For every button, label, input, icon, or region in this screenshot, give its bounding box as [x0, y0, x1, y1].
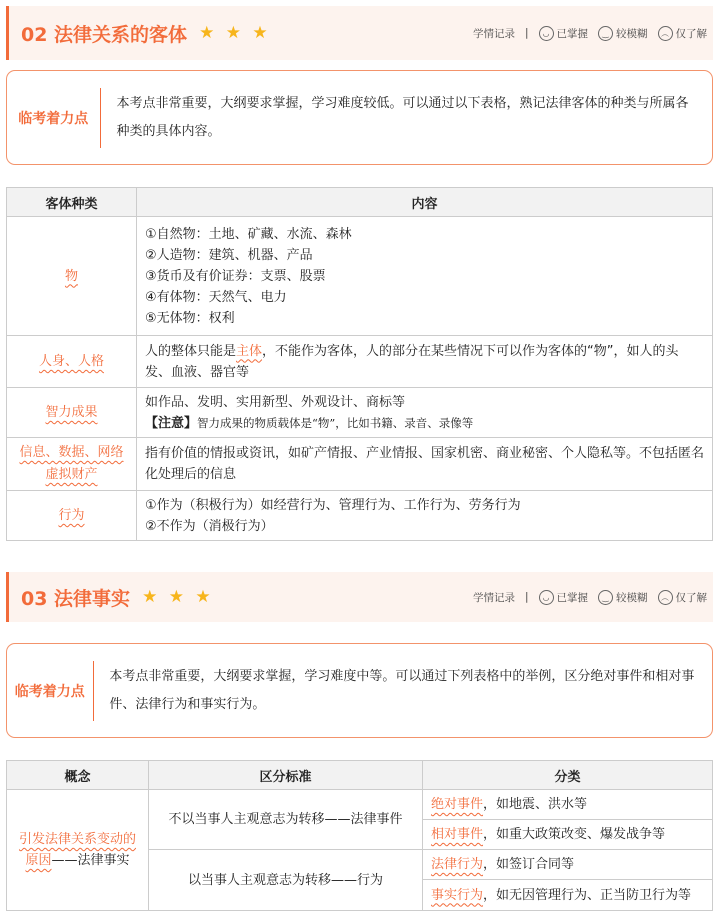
note-text: 智力成果的物质载体是“物”，比如书籍、录音、录像等: [197, 415, 474, 430]
content-line: ①自然物：土地、矿藏、水流、森林: [145, 226, 352, 242]
type-label: 虚拟财产: [45, 467, 98, 482]
content-line: ④有体物：天然气、电力: [145, 289, 287, 305]
smile-face-icon: ◡: [539, 590, 554, 605]
table-row: [7, 491, 713, 541]
table-row: [7, 336, 713, 388]
record-label: 学情记录: [472, 591, 515, 604]
content-line: ②人造物：建筑、机器、产品: [145, 247, 313, 263]
content-line: ②不作为（消极行为）: [145, 518, 274, 534]
category-key: 绝对事件: [431, 797, 484, 812]
mastered-label: 已掌握: [556, 591, 588, 604]
type-label: 物: [64, 268, 78, 284]
category-key: 法律行为: [431, 857, 484, 872]
table-row: [7, 790, 713, 820]
category-example: ，如无因管理行为、正当防卫行为等: [483, 887, 692, 903]
section-title: 03 法律事实: [21, 587, 131, 610]
content-text: 指有价值的情报或资讯，如矿产情报、产业情报、国家机密、商业秘密、个人隐私等。不包括匿名化处理后的信息: [137, 438, 713, 491]
star-rating-icon: ★ ★ ★: [199, 23, 271, 43]
concept-highlight: 原因: [25, 853, 52, 868]
concept-text: ——法律事实: [51, 853, 130, 868]
table-row: [7, 388, 713, 438]
type-label: 智力成果: [45, 405, 98, 420]
content-text: 人的整体只能是: [145, 343, 237, 359]
section-title: 02 法律关系的客体: [21, 23, 188, 46]
header-category: 分类: [423, 761, 713, 790]
vague-label: 较模糊: [616, 27, 648, 40]
vague-button[interactable]: [598, 26, 648, 41]
type-label: 人身、人格: [38, 354, 104, 369]
standard-text: 以当事人主观意志为转移——行为: [149, 850, 423, 911]
focus-label: 临考着力点: [14, 683, 85, 700]
study-status: [473, 590, 713, 605]
content-line: ③货币及有价证券：支票、股票: [145, 268, 326, 284]
record-label: 学情记录: [472, 27, 515, 40]
focus-text: 本考点非常重要，大纲要求掌握，学习难度较低。可以通过以下表格，熟记法律客体的种类与所属各种类的具体内容。: [116, 95, 689, 139]
section-header-03: [6, 572, 713, 622]
mastered-button[interactable]: [539, 590, 589, 605]
type-label: 信息、数据、网络: [19, 445, 124, 460]
content-line: ①作为（积极行为）如经营行为、管理行为、工作行为、劳务行为: [145, 497, 521, 513]
table-row: [7, 217, 713, 336]
study-status: [473, 26, 713, 41]
understood-label: 仅了解: [675, 27, 707, 40]
highlight-text: 主体: [236, 343, 263, 359]
separator: |: [524, 27, 529, 39]
header-content: 内容: [137, 188, 713, 217]
table-row: [7, 438, 713, 491]
concept-highlight: 引发法律关系变动的: [18, 832, 136, 847]
understood-label: 仅了解: [675, 591, 707, 604]
understood-button[interactable]: [658, 590, 708, 605]
vague-button[interactable]: [598, 590, 648, 605]
section-header-02: [6, 6, 713, 60]
object-table: [6, 187, 713, 541]
category-example: ，如地震、洪水等: [483, 797, 588, 812]
vague-label: 较模糊: [616, 591, 648, 604]
separator: |: [524, 591, 529, 603]
sad-face-icon: ︵: [658, 26, 673, 41]
content-line: ⑤无体物：权利: [145, 310, 235, 326]
focus-box: [6, 70, 713, 165]
content-text: ，不能作为客体，人的部分在某些情况下可以作为客体的“物”，如人的头发、血液、器官等: [145, 343, 679, 380]
mastered-label: 已掌握: [556, 27, 588, 40]
legal-fact-table: [6, 760, 713, 911]
type-label: 行为: [58, 508, 85, 523]
category-key: 相对事件: [431, 827, 484, 842]
neutral-face-icon: ‿: [598, 26, 613, 41]
header-concept: 概念: [7, 761, 149, 790]
category-key: 事实行为: [431, 887, 484, 903]
focus-text: 本考点非常重要，大纲要求掌握，学习难度中等。可以通过下列表格中的举例，区分绝对事件和相对事件、法律行为和事实行为。: [109, 668, 695, 712]
focus-box: [6, 643, 713, 738]
category-example: ，如签订合同等: [483, 857, 575, 872]
smile-face-icon: ◡: [539, 26, 554, 41]
standard-text: 不以当事人主观意志为转移——法律事件: [149, 790, 423, 850]
mastered-button[interactable]: [539, 26, 589, 41]
focus-label: 临考着力点: [18, 110, 89, 127]
content-line: 如作品、发明、实用新型、外观设计、商标等: [145, 394, 406, 410]
star-rating-icon: ★ ★ ★: [142, 587, 214, 607]
neutral-face-icon: ‿: [598, 590, 613, 605]
header-type: 客体种类: [7, 188, 137, 217]
header-standard: 区分标准: [149, 761, 423, 790]
note-tag: 【注意】: [145, 415, 198, 431]
understood-button[interactable]: [658, 26, 708, 41]
category-example: ，如重大政策改变、爆发战争等: [483, 827, 666, 842]
sad-face-icon: ︵: [658, 590, 673, 605]
